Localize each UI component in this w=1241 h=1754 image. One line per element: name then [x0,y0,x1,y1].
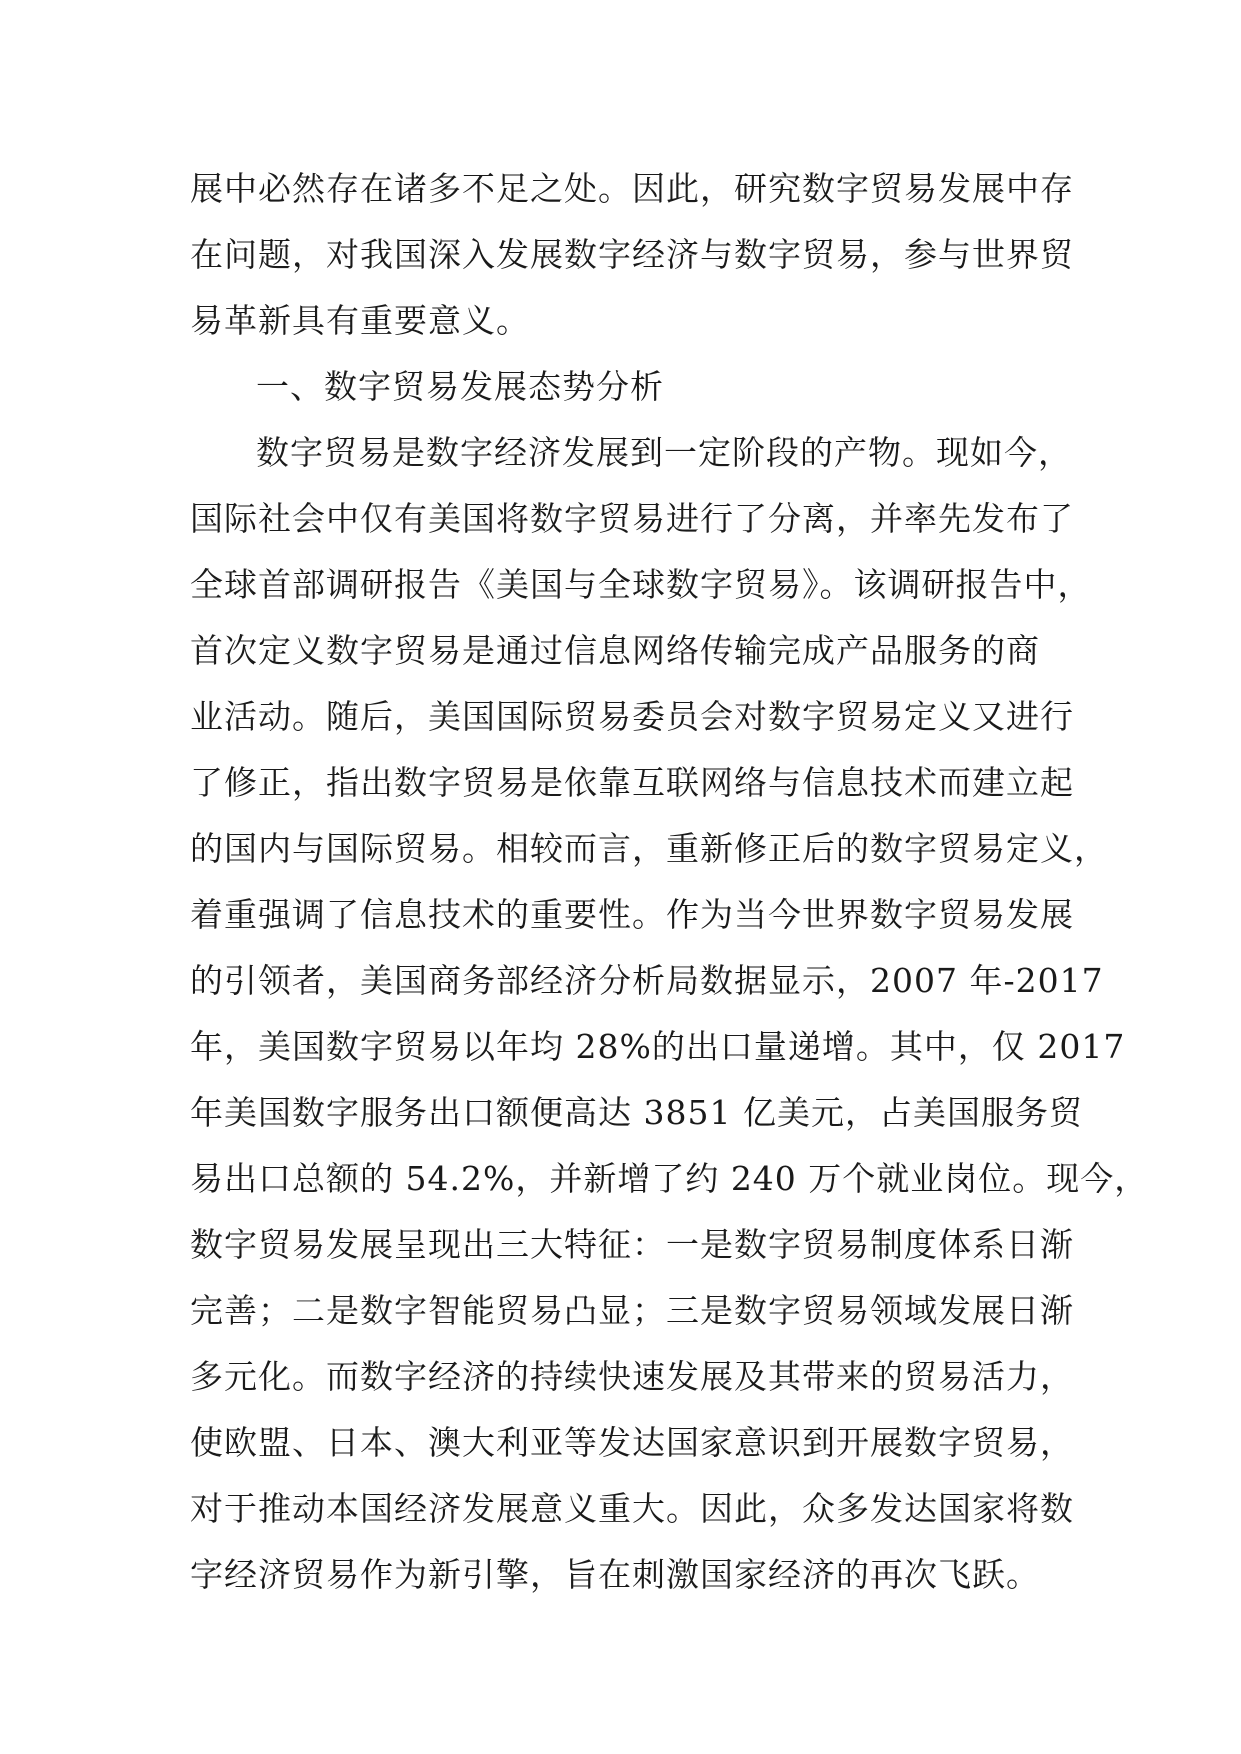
section-heading: 一、数字贸易发展态势分析 [256,367,664,406]
text-line: 完善；二是数字智能贸易凸显；三是数字贸易领域发展日渐 [190,1291,1074,1330]
text-line: 了修正，指出数字贸易是依靠互联网络与信息技术而建立起 [190,763,1074,802]
text-line: 的国内与国际贸易。相较而言，重新修正后的数字贸易定义， [190,829,1108,868]
text-line: 国际社会中仅有美国将数字贸易进行了分离，并率先发布了 [190,499,1074,538]
text-line: 字经济贸易作为新引擎，旨在刺激国家经济的再次飞跃。 [190,1555,1040,1594]
text-line: 全球首部调研报告《美国与全球数字贸易》。该调研报告中， [190,565,1092,604]
text-line: 首次定义数字贸易是通过信息网络传输完成产品服务的商 [190,631,1040,670]
text-line: 展中必然存在诸多不足之处。因此，研究数字贸易发展中存 [190,169,1074,208]
text-line: 数字贸易发展呈现出三大特征：一是数字贸易制度体系日渐 [190,1225,1074,1264]
text-line: 易出口总额的 54.2%，并新增了约 240 万个就业岗位。现今， [190,1159,1149,1198]
text-line: 业活动。随后，美国国际贸易委员会对数字贸易定义又进行 [190,697,1074,736]
paragraph-first-line: 数字贸易是数字经济发展到一定阶段的产物。现如今， [256,433,1072,472]
text-line: 多元化。而数字经济的持续快速发展及其带来的贸易活力， [190,1357,1074,1396]
text-line: 的引领者，美国商务部经济分析局数据显示，2007 年-2017 [190,961,1104,1000]
text-line: 对于推动本国经济发展意义重大。因此，众多发达国家将数 [190,1489,1074,1528]
text-line: 年，美国数字贸易以年均 28%的出口量递增。其中，仅 2017 [190,1027,1126,1066]
text-line: 着重强调了信息技术的重要性。作为当今世界数字贸易发展 [190,895,1074,934]
body-text [190,156,1149,1608]
text-line: 使欧盟、日本、澳大利亚等发达国家意识到开展数字贸易， [190,1423,1074,1462]
text-line: 易革新具有重要意义。 [190,301,530,340]
text-line: 在问题，对我国深入发展数字经济与数字贸易，参与世界贸 [190,235,1074,274]
text-line: 年美国数字服务出口额便高达 3851 亿美元，占美国服务贸 [190,1093,1083,1132]
